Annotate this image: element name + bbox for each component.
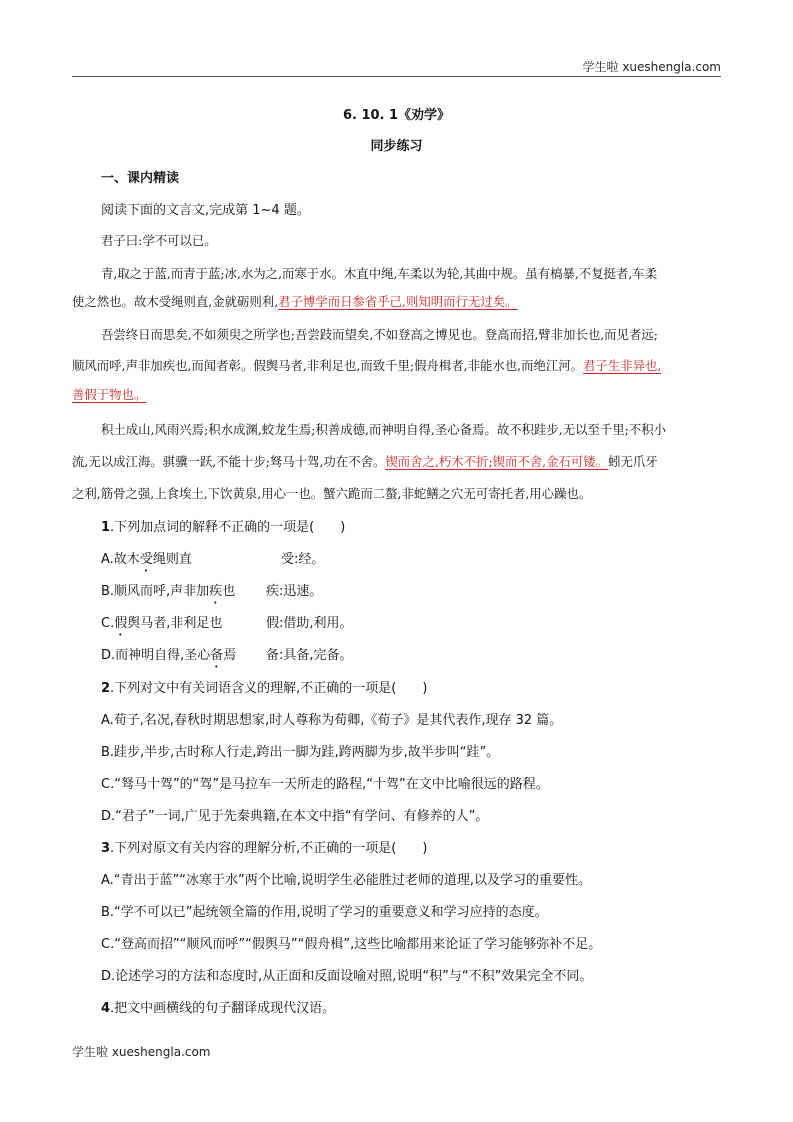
- question-stem: .把文中画横线的句子翻译成现代汉语。: [110, 1001, 336, 1016]
- header-divider: [72, 76, 721, 77]
- passage-paragraph-3-line-2: [72, 356, 661, 374]
- option-text: B.顺风而呼,声非加: [101, 584, 210, 599]
- option-text: 舆马者,非利足也: [127, 616, 223, 631]
- dotted-word: 假: [114, 616, 128, 631]
- passage-paragraph-3-line-1: 吾尝终日而思矣,不如须臾之所学也;吾尝跂而望矣,不如登高之博见也。登高而招,臂非加长也,而见者远;: [101, 327, 658, 342]
- q1-option-d: [101, 644, 236, 671]
- passage-text: 流,无以成江海。骐骥一跃,不能十步;驽马十驾,功在不舍。: [72, 454, 386, 469]
- passage-paragraph-1: 君子曰:学不可以已。: [101, 233, 217, 248]
- passage-paragraph-4-line-1: 积土成山,风雨兴焉;积水成渊,蛟龙生焉;积善成德,而神明自得,圣心备焉。故不积跬步,无以至千里;不积小: [101, 422, 667, 437]
- passage-instruction: 阅读下面的文言文,完成第 1~4 题。: [101, 203, 310, 218]
- q2-option-c: C.“驽马十驾”的“驾”是马拉车一天所走的路程,“十驾”在文中比喻很远的路程。: [101, 777, 549, 792]
- option-text: A.故木: [101, 552, 140, 567]
- dotted-word: 受: [139, 552, 153, 567]
- question-number: 1: [101, 520, 111, 535]
- dotted-word: 备: [210, 648, 224, 663]
- question-4: [101, 997, 335, 1016]
- section-heading: 一、课内精读: [101, 171, 180, 186]
- passage-text: 顺风而呼,声非加疾也,而闻者彰。假舆马者,非利足也,而致千里;假舟楫者,非能水也,而绝江河。: [72, 358, 584, 373]
- question-stem: .下列对原文有关内容的理解分析,不正确的一项是( ): [110, 841, 428, 856]
- question-stem: .下列加点词的解释不正确的一项是( ): [110, 520, 346, 535]
- option-text: 绳则直: [152, 552, 192, 567]
- q3-option-c: C.“登高而招”“顺风而呼”“假舆马”“假舟楫”,这些比喻都用来论证了学习能够弥补不足。: [101, 937, 602, 952]
- question-number: 3: [101, 841, 111, 856]
- q1-option-b: [101, 580, 235, 607]
- passage-paragraph-3-line-3: [72, 385, 146, 403]
- question-number: 4: [101, 1001, 111, 1016]
- q3-option-d: D.论述学习的方法和态度时,从正面和反面设喻对照,说明“积”与“不积”效果完全不同。: [101, 969, 593, 984]
- q1-option-c: [101, 612, 222, 639]
- q3-option-b: B.“学不可以已”起统领全篇的作用,说明了学习的重要意义和学习应持的态度。: [101, 905, 548, 920]
- q3-option-a: A.“青出于蓝”“冰寒于水”两个比喻,说明学生必能胜过老师的道理,以及学习的重要性。: [101, 873, 592, 888]
- underlined-sentence-2: 君子生非异也,: [583, 358, 662, 373]
- q2-option-b: B.跬步,半步,古时称人行走,跨出一脚为跬,跨两脚为步,故半步叫“跬”。: [101, 745, 500, 760]
- q2-option-a: A.荀子,名况,春秋时期思想家,时人尊称为荀卿,《荀子》是其代表作,现存 32 篇。: [101, 713, 563, 728]
- option-text: 也: [222, 584, 236, 599]
- option-text: D.而神明自得,圣心: [101, 648, 211, 663]
- passage-text: 蚓无爪牙: [608, 454, 658, 469]
- question-1: [101, 516, 345, 535]
- passage-text: 使之然也。故木受绳则直,金就砺则利,: [72, 294, 279, 309]
- q2-option-d: D.“君子”一词,广见于先秦典籍,在本文中指“有学问、有修养的人”。: [101, 809, 489, 824]
- underlined-sentence-2-cont: 善假于物也。: [72, 387, 147, 402]
- q1-option-a-explanation: 受:经。: [281, 552, 325, 567]
- passage-paragraph-2-line-2: [72, 292, 518, 310]
- q1-option-c-explanation: 假:借助,利用。: [266, 616, 353, 631]
- q1-option-a: [101, 548, 192, 575]
- question-2: [101, 677, 427, 696]
- footer-site-name: 学生啦 xueshengla.com: [72, 1045, 211, 1059]
- header-site-name: 学生啦 xueshengla.com: [582, 60, 721, 74]
- q1-option-b-explanation: 疾:迅速。: [266, 584, 323, 599]
- dotted-word: 疾: [209, 584, 223, 599]
- q1-option-d-explanation: 备:具备,完备。: [266, 648, 353, 663]
- question-stem: .下列对文中有关词语含义的理解,不正确的一项是( ): [110, 681, 428, 696]
- passage-paragraph-2-line-1: 青,取之于蓝,而青于蓝;冰,水为之,而寒于水。木直中绳,车柔以为轮,其曲中规。虽有槁暴,不复挺者,车柔: [101, 266, 658, 281]
- document-subtitle: 同步练习: [370, 139, 423, 154]
- question-3: [101, 837, 427, 856]
- option-text: C.: [101, 616, 115, 631]
- question-number: 2: [101, 681, 111, 696]
- option-text: 焉: [223, 648, 237, 663]
- document-title: 6. 10. 1《劝学》: [342, 108, 451, 123]
- passage-paragraph-4-line-2: [72, 452, 658, 470]
- passage-paragraph-4-line-3: 之利,筋骨之强,上食埃土,下饮黄泉,用心一也。蟹六跪而二螯,非蛇鳝之穴无可寄托者,用心躁也。: [72, 486, 592, 501]
- underlined-sentence-1: 君子博学而日参省乎己,则知明而行无过矣。: [278, 294, 518, 309]
- underlined-sentence-3: 锲而舍之,朽木不折;锲而不舍,金石可镂。: [385, 454, 609, 469]
